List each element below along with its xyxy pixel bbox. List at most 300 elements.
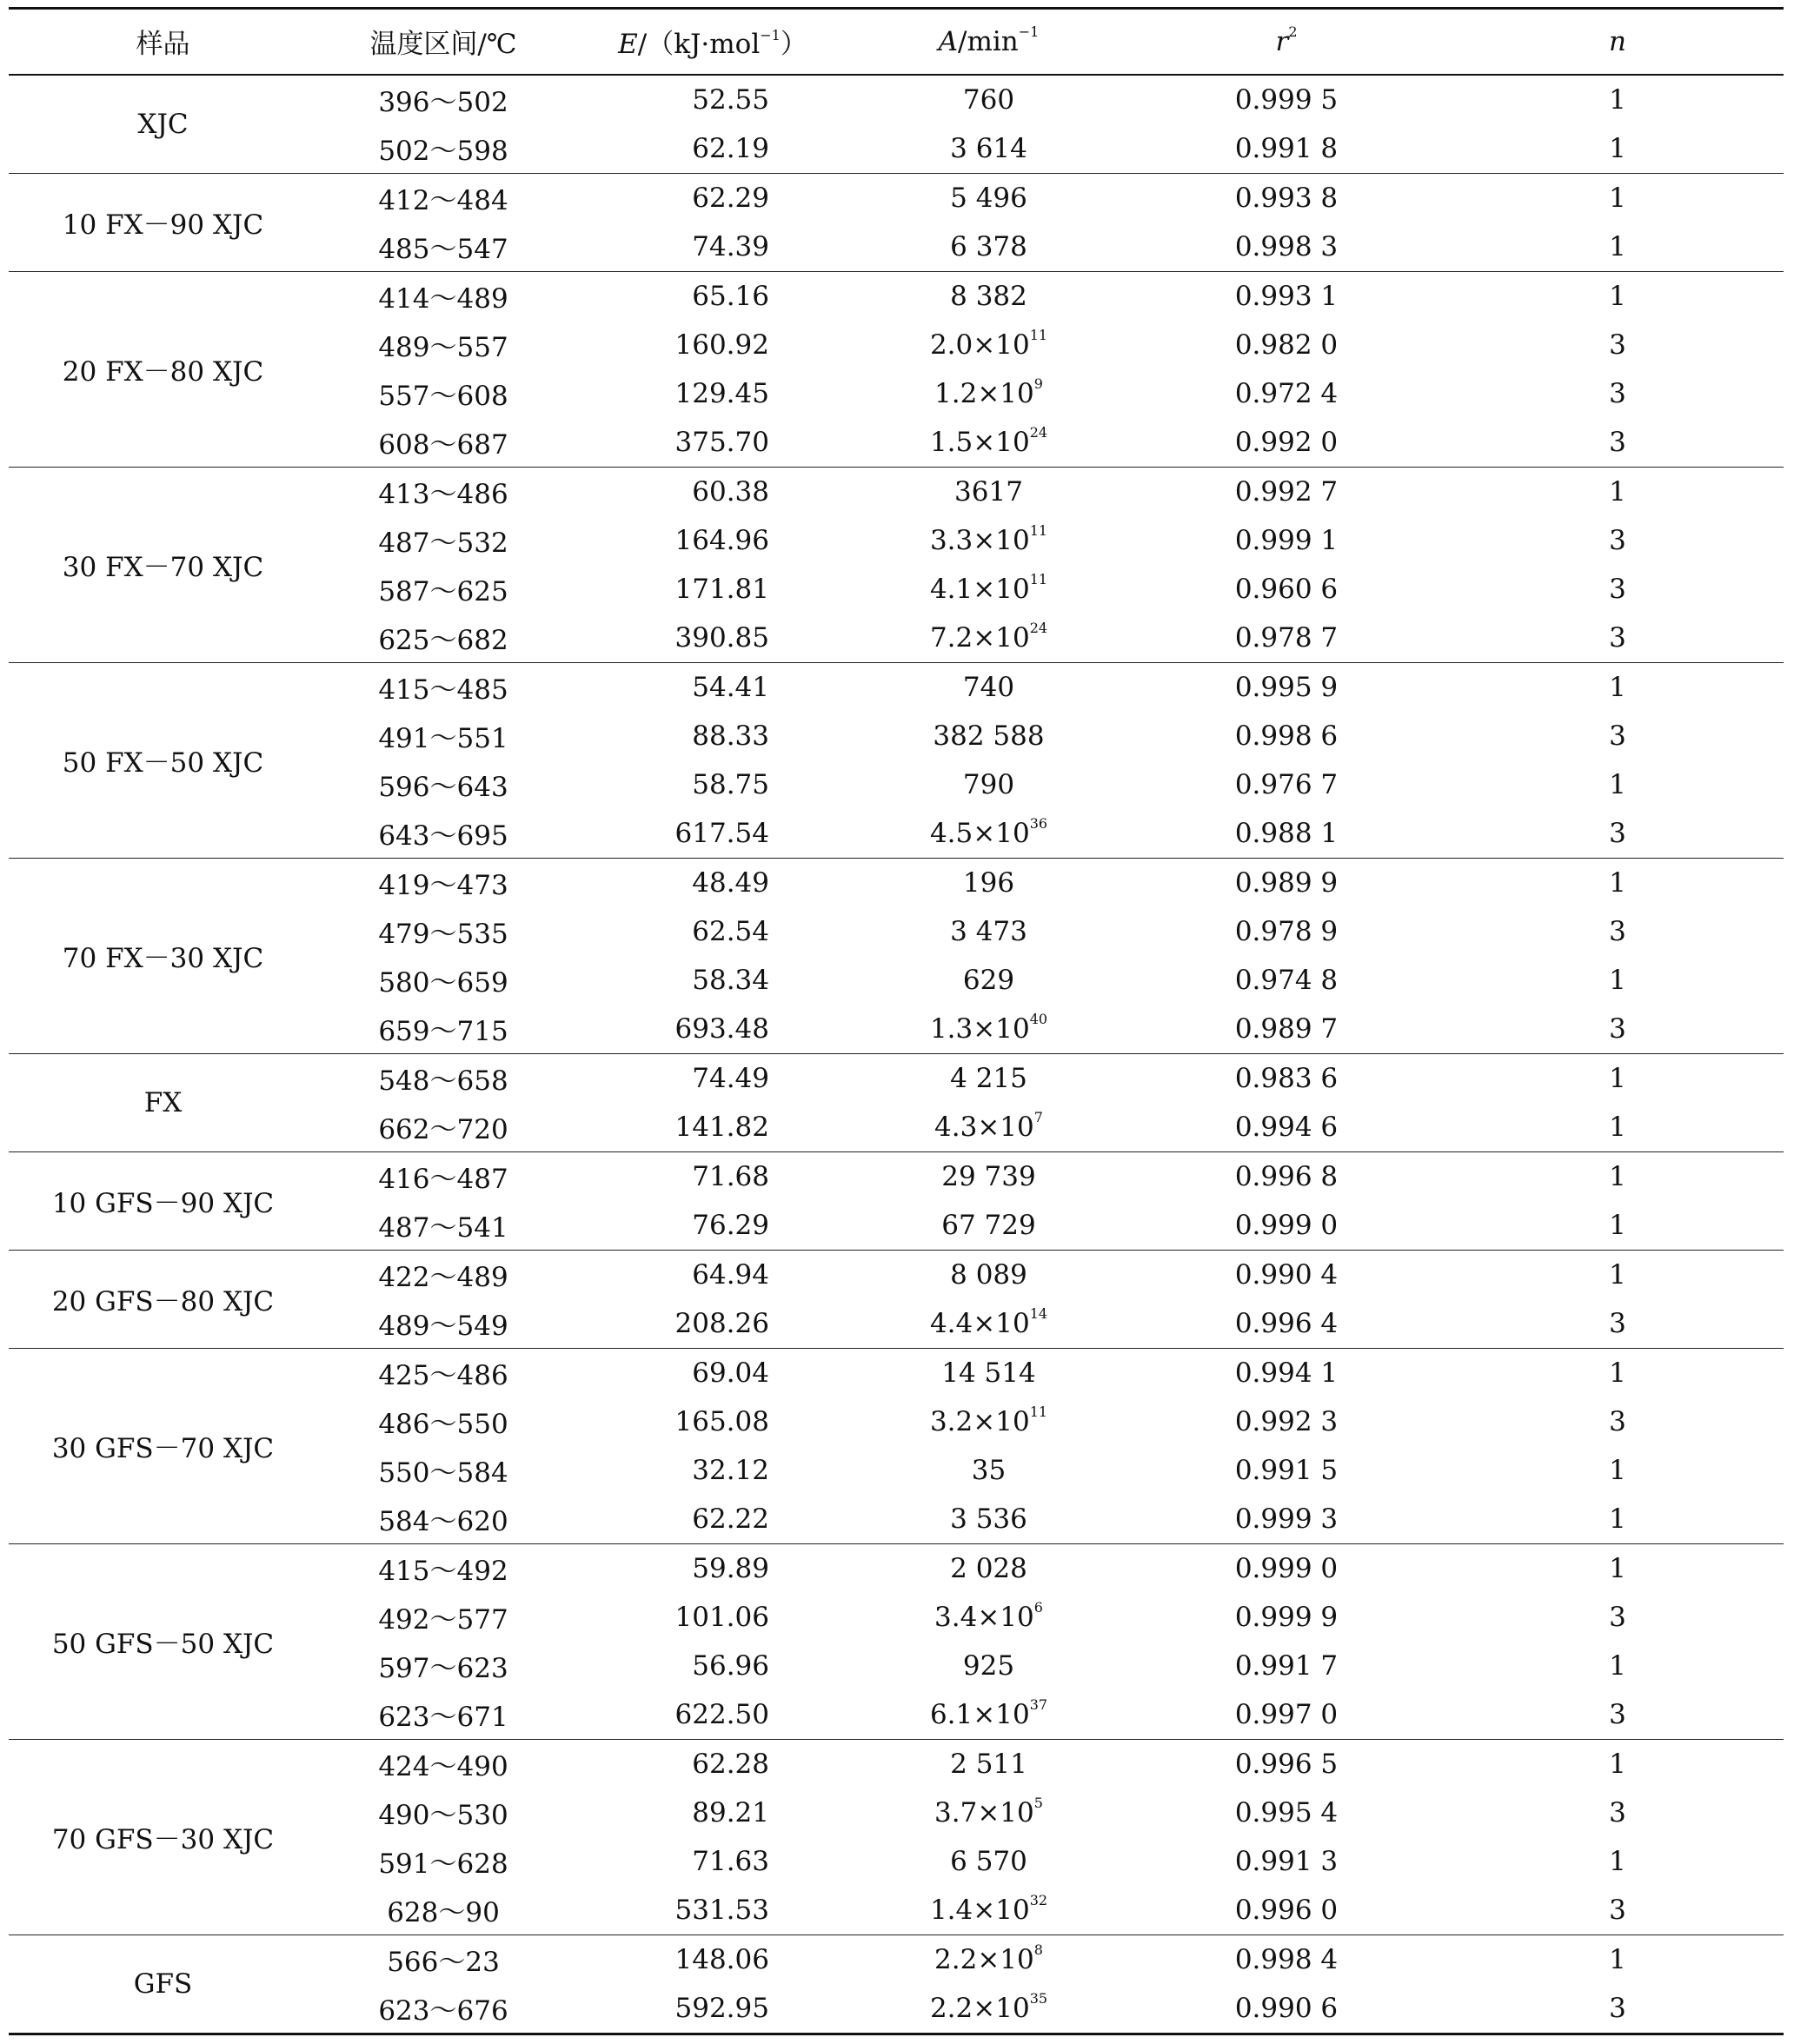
table-header xyxy=(9,9,1784,75)
pre-exponential-factor-exponent: 36 xyxy=(1029,815,1048,833)
header-n-symbol: n xyxy=(1609,25,1626,57)
correlation-cell: 0.991 5 xyxy=(1234,1454,1339,1486)
pre-exponential-factor-cell xyxy=(856,75,1121,124)
header-e-unit-exponent: −1 xyxy=(760,26,781,43)
activation-energy-cell: 52.55 xyxy=(569,75,856,124)
reaction-order-cell: 3 xyxy=(1609,524,1626,556)
correlation-cell: 0.991 3 xyxy=(1234,1845,1339,1877)
pre-exponential-factor-value: 1.3×10 xyxy=(929,1012,1030,1045)
pre-exponential-factor-cell xyxy=(856,1886,1121,1935)
reaction-order-cell: 3 xyxy=(1609,1796,1626,1828)
correlation-cell: 0.999 1 xyxy=(1234,524,1339,556)
correlation-cell: 0.998 4 xyxy=(1121,1934,1452,1984)
reaction-order-cell: 3 xyxy=(1609,328,1626,361)
temperature-range-cell: 608～687 xyxy=(378,429,508,461)
activation-energy-cell: 62.29 xyxy=(569,173,856,222)
pre-exponential-factor-value: 14 514 xyxy=(941,1357,1036,1389)
reaction-order-cell: 1 xyxy=(1452,1348,1784,1397)
pre-exponential-factor-cell xyxy=(856,1495,1121,1544)
pre-exponential-factor-value: 4.4×10 xyxy=(929,1307,1030,1339)
activation-energy-cell: 64.94 xyxy=(569,1250,856,1299)
correlation-cell: 0.992 3 xyxy=(1234,1405,1339,1437)
pre-exponential-factor-cell xyxy=(856,1934,1121,1984)
pre-exponential-factor-value: 760 xyxy=(962,83,1015,116)
pre-exponential-factor-cell xyxy=(856,614,1121,663)
pre-exponential-factor-cell xyxy=(856,956,1121,1005)
pre-exponential-factor-cell xyxy=(856,321,1121,369)
reaction-order-cell: 3 xyxy=(1609,1012,1626,1045)
temperature-range-cell: 597～623 xyxy=(378,1653,508,1684)
pre-exponential-factor-value: 6.1×10 xyxy=(929,1698,1030,1730)
activation-energy-cell: 58.34 xyxy=(692,964,769,996)
reaction-order-cell: 1 xyxy=(1452,271,1784,321)
pre-exponential-factor-value: 6 570 xyxy=(950,1845,1027,1877)
pre-exponential-factor-cell xyxy=(856,1250,1121,1299)
pre-exponential-factor-cell xyxy=(856,1201,1121,1251)
pre-exponential-factor-cell xyxy=(856,369,1121,418)
correlation-cell: 0.999 3 xyxy=(1234,1503,1339,1535)
correlation-cell: 0.995 9 xyxy=(1121,662,1452,712)
temperature-range-cell: 424～490 xyxy=(317,1739,569,1788)
activation-energy-cell: 74.49 xyxy=(569,1053,856,1103)
reaction-order-cell: 3 xyxy=(1609,1894,1626,1926)
temperature-range-cell: 396～502 xyxy=(317,75,569,124)
pre-exponential-factor-exponent: 11 xyxy=(1029,327,1048,344)
temperature-range-cell: 596～643 xyxy=(378,772,508,803)
pre-exponential-factor-cell xyxy=(856,1053,1121,1103)
table-row xyxy=(9,662,1784,712)
pre-exponential-factor-value: 4 215 xyxy=(950,1062,1027,1094)
correlation-cell: 0.990 4 xyxy=(1121,1250,1452,1299)
temperature-range-cell: 415～485 xyxy=(317,662,569,712)
activation-energy-cell: 592.95 xyxy=(569,1984,856,2034)
pre-exponential-factor-value: 3.2×10 xyxy=(929,1405,1030,1437)
pre-exponential-factor-exponent: 6 xyxy=(1033,1599,1043,1616)
correlation-cell: 0.993 8 xyxy=(1121,173,1452,222)
correlation-cell: 0.994 1 xyxy=(1121,1348,1452,1397)
pre-exponential-factor-cell xyxy=(856,467,1121,516)
activation-energy-cell: 60.38 xyxy=(569,467,856,516)
activation-energy-cell: 101.06 xyxy=(674,1601,769,1633)
reaction-order-cell: 3 xyxy=(1609,426,1626,458)
reaction-order-cell: 3 xyxy=(1609,377,1626,409)
temperature-range-cell: 566～23 xyxy=(317,1934,569,1984)
sample-cell: 50 FX－50 XJC xyxy=(9,662,317,858)
header-a-symbol: A xyxy=(938,25,959,57)
correlation-cell: 0.999 9 xyxy=(1234,1601,1339,1633)
correlation-cell: 0.991 7 xyxy=(1234,1649,1339,1682)
sample-cell: 20 FX－80 XJC xyxy=(9,271,317,467)
sample-cell: 20 GFS－80 XJC xyxy=(9,1250,317,1348)
temperature-range-cell: 422～489 xyxy=(317,1250,569,1299)
reaction-order-cell: 1 xyxy=(1452,1739,1784,1788)
table-row xyxy=(9,1250,1784,1299)
pre-exponential-factor-exponent: 14 xyxy=(1029,1305,1048,1323)
temperature-range-cell: 487～532 xyxy=(378,528,508,559)
table-row xyxy=(9,1739,1784,1788)
correlation-cell: 0.993 1 xyxy=(1121,271,1452,321)
table-row xyxy=(9,1151,1784,1201)
pre-exponential-factor-value: 2.0×10 xyxy=(929,328,1030,361)
kinetics-table xyxy=(9,7,1784,2035)
reaction-order-cell: 1 xyxy=(1609,1845,1626,1877)
pre-exponential-factor-cell xyxy=(856,1151,1121,1201)
correlation-cell: 0.996 8 xyxy=(1121,1151,1452,1201)
pre-exponential-factor-value: 196 xyxy=(962,866,1015,899)
correlation-cell: 0.989 9 xyxy=(1121,858,1452,907)
reaction-order-cell: 1 xyxy=(1609,1503,1626,1535)
reaction-order-cell: 1 xyxy=(1452,467,1784,516)
pre-exponential-factor-cell xyxy=(856,858,1121,907)
pre-exponential-factor-cell xyxy=(856,1397,1121,1446)
pre-exponential-factor-value: 382 588 xyxy=(933,720,1045,752)
table-row xyxy=(9,858,1784,907)
correlation-cell: 0.991 8 xyxy=(1234,132,1339,164)
correlation-cell: 0.998 6 xyxy=(1234,720,1339,752)
correlation-cell: 0.978 7 xyxy=(1234,621,1339,654)
reaction-order-cell: 3 xyxy=(1609,621,1626,654)
temperature-range-cell: 557～608 xyxy=(378,381,508,412)
temperature-range-cell: 490～530 xyxy=(378,1800,508,1831)
activation-energy-cell: 89.21 xyxy=(692,1796,769,1828)
reaction-order-cell: 1 xyxy=(1452,1151,1784,1201)
activation-energy-cell: 62.54 xyxy=(692,915,769,947)
pre-exponential-factor-exponent: 7 xyxy=(1033,1109,1043,1126)
temperature-range-cell: 550～584 xyxy=(378,1457,508,1489)
pre-exponential-factor-value: 2 511 xyxy=(950,1748,1027,1780)
correlation-cell: 0.998 3 xyxy=(1234,230,1339,262)
activation-energy-cell: 65.16 xyxy=(569,271,856,321)
activation-energy-cell: 76.29 xyxy=(692,1209,769,1241)
pre-exponential-factor-cell xyxy=(856,1348,1121,1397)
correlation-cell: 0.992 0 xyxy=(1234,426,1339,458)
correlation-cell: 0.994 6 xyxy=(1234,1111,1339,1143)
temperature-range-cell: 415～492 xyxy=(317,1543,569,1593)
pre-exponential-factor-cell xyxy=(856,662,1121,712)
reaction-order-cell: 1 xyxy=(1452,1053,1784,1103)
pre-exponential-factor-exponent: 11 xyxy=(1029,1404,1048,1421)
pre-exponential-factor-value: 3.4×10 xyxy=(934,1601,1034,1633)
pre-exponential-factor-value: 7.2×10 xyxy=(929,621,1030,654)
header-temperature-range: 温度区间/℃ xyxy=(317,9,569,75)
temperature-range-cell: 489～557 xyxy=(378,332,508,363)
temperature-range-cell: 491～551 xyxy=(378,723,508,754)
table-row xyxy=(9,467,1784,516)
correlation-cell: 0.992 7 xyxy=(1121,467,1452,516)
pre-exponential-factor-value: 3.7×10 xyxy=(934,1796,1034,1828)
sample-cell: 10 FX－90 XJC xyxy=(9,173,317,271)
activation-energy-cell: 375.70 xyxy=(674,426,769,458)
pre-exponential-factor-cell xyxy=(856,1837,1121,1886)
header-r-symbol: r xyxy=(1275,25,1289,57)
header-correlation xyxy=(1121,9,1452,75)
pre-exponential-factor-cell xyxy=(856,1543,1121,1593)
temperature-range-cell: 584～620 xyxy=(378,1506,508,1537)
reaction-order-cell: 3 xyxy=(1609,1601,1626,1633)
table-row xyxy=(9,173,1784,222)
activation-energy-cell: 164.96 xyxy=(674,524,769,556)
pre-exponential-factor-exponent: 37 xyxy=(1029,1696,1048,1714)
reaction-order-cell: 1 xyxy=(1609,1454,1626,1486)
pre-exponential-factor-exponent: 35 xyxy=(1029,1990,1048,2008)
pre-exponential-factor-exponent: 24 xyxy=(1029,424,1048,441)
table-row xyxy=(9,75,1784,124)
pre-exponential-factor-value: 8 382 xyxy=(950,280,1027,312)
correlation-cell: 0.990 6 xyxy=(1121,1984,1452,2034)
temperature-range-cell: 419～473 xyxy=(317,858,569,907)
correlation-cell: 0.982 0 xyxy=(1234,328,1339,361)
activation-energy-cell: 617.54 xyxy=(674,817,769,849)
temperature-range-cell: 580～659 xyxy=(378,967,508,999)
pre-exponential-factor-cell xyxy=(856,907,1121,956)
temperature-range-cell: 487～541 xyxy=(378,1212,508,1244)
pre-exponential-factor-cell xyxy=(856,760,1121,809)
pre-exponential-factor-exponent: 5 xyxy=(1033,1795,1043,1812)
activation-energy-cell: 58.75 xyxy=(692,768,769,800)
temperature-range-cell: 416～487 xyxy=(317,1151,569,1201)
pre-exponential-factor-value: 3 536 xyxy=(950,1503,1027,1535)
pre-exponential-factor-cell xyxy=(856,1103,1121,1152)
pre-exponential-factor-cell xyxy=(856,173,1121,222)
pre-exponential-factor-cell xyxy=(856,124,1121,174)
temperature-range-cell: 548～658 xyxy=(317,1053,569,1103)
table-row xyxy=(9,1934,1784,1984)
sample-cell: 70 FX－30 XJC xyxy=(9,858,317,1053)
pre-exponential-factor-value: 6 378 xyxy=(950,230,1027,262)
activation-energy-cell: 160.92 xyxy=(674,328,769,361)
reaction-order-cell: 1 xyxy=(1609,132,1626,164)
temperature-range-cell: 643～695 xyxy=(378,820,508,852)
correlation-cell: 0.996 0 xyxy=(1234,1894,1339,1926)
reaction-order-cell: 1 xyxy=(1452,662,1784,712)
header-e-symbol: E xyxy=(618,29,638,61)
temperature-range-cell: 492～577 xyxy=(378,1604,508,1636)
temperature-range-cell: 412～484 xyxy=(317,173,569,222)
pre-exponential-factor-exponent: 24 xyxy=(1029,620,1048,637)
pre-exponential-factor-value: 740 xyxy=(962,671,1015,703)
reaction-order-cell: 1 xyxy=(1609,768,1626,800)
reaction-order-cell: 3 xyxy=(1609,1698,1626,1730)
activation-energy-cell: 390.85 xyxy=(674,621,769,654)
pre-exponential-factor-value: 4.5×10 xyxy=(929,817,1030,849)
correlation-cell: 0.976 7 xyxy=(1234,768,1339,800)
pre-exponential-factor-cell xyxy=(856,1739,1121,1788)
activation-energy-cell: 129.45 xyxy=(674,377,769,409)
header-activation-energy xyxy=(569,9,856,75)
reaction-order-cell: 1 xyxy=(1609,1649,1626,1682)
pre-exponential-factor-cell xyxy=(856,712,1121,760)
reaction-order-cell: 1 xyxy=(1609,964,1626,996)
correlation-cell: 0.960 6 xyxy=(1234,573,1339,605)
temperature-range-cell: 489～549 xyxy=(378,1311,508,1342)
pre-exponential-factor-value: 4.1×10 xyxy=(929,573,1030,605)
correlation-cell: 0.999 5 xyxy=(1121,75,1452,124)
reaction-order-cell: 1 xyxy=(1609,1111,1626,1143)
pre-exponential-factor-value: 790 xyxy=(962,768,1015,800)
reaction-order-cell: 1 xyxy=(1452,1934,1784,1984)
temperature-range-cell: 659～715 xyxy=(378,1016,508,1047)
sample-cell: 70 GFS－30 XJC xyxy=(9,1739,317,1934)
pre-exponential-factor-value: 629 xyxy=(962,964,1015,996)
pre-exponential-factor-cell xyxy=(856,271,1121,321)
activation-energy-cell: 88.33 xyxy=(692,720,769,752)
pre-exponential-factor-value: 1.2×10 xyxy=(934,377,1034,409)
activation-energy-cell: 71.68 xyxy=(569,1151,856,1201)
temperature-range-cell: 587～625 xyxy=(378,576,508,607)
activation-energy-cell: 148.06 xyxy=(569,1934,856,1984)
reaction-order-cell: 3 xyxy=(1609,817,1626,849)
activation-energy-cell: 69.04 xyxy=(569,1348,856,1397)
header-row xyxy=(9,9,1784,75)
activation-energy-cell: 62.22 xyxy=(692,1503,769,1535)
pre-exponential-factor-cell xyxy=(856,1642,1121,1690)
pre-exponential-factor-cell xyxy=(856,1005,1121,1054)
pre-exponential-factor-value: 3 473 xyxy=(950,915,1027,947)
pre-exponential-factor-value: 29 739 xyxy=(941,1160,1036,1192)
activation-energy-cell: 56.96 xyxy=(692,1649,769,1682)
reaction-order-cell: 1 xyxy=(1452,1250,1784,1299)
pre-exponential-factor-value: 2 028 xyxy=(950,1552,1027,1584)
temperature-range-cell: 414～489 xyxy=(317,271,569,321)
pre-exponential-factor-value: 35 xyxy=(971,1454,1007,1486)
header-reaction-order xyxy=(1452,9,1784,75)
correlation-cell: 0.997 0 xyxy=(1234,1698,1339,1730)
pre-exponential-factor-value: 5 496 xyxy=(950,182,1027,214)
temperature-range-cell: 485～547 xyxy=(378,234,508,265)
activation-energy-cell: 48.49 xyxy=(569,858,856,907)
activation-energy-cell: 531.53 xyxy=(674,1894,769,1926)
reaction-order-cell: 3 xyxy=(1609,1307,1626,1339)
reaction-order-cell: 1 xyxy=(1452,858,1784,907)
sample-cell: GFS xyxy=(9,1934,317,2034)
activation-energy-cell: 693.48 xyxy=(674,1012,769,1045)
temperature-range-cell: 479～535 xyxy=(378,919,508,950)
pre-exponential-factor-cell xyxy=(856,1788,1121,1837)
temperature-range-cell: 591～628 xyxy=(378,1848,508,1880)
temperature-range-cell: 413～486 xyxy=(317,467,569,516)
pre-exponential-factor-exponent: 11 xyxy=(1029,571,1048,588)
reaction-order-cell: 3 xyxy=(1609,720,1626,752)
header-sample: 样品 xyxy=(9,9,317,75)
correlation-cell: 0.983 6 xyxy=(1121,1053,1452,1103)
pre-exponential-factor-value: 1.5×10 xyxy=(929,426,1030,458)
header-r-exponent: 2 xyxy=(1288,23,1298,41)
activation-energy-cell: 208.26 xyxy=(674,1307,769,1339)
correlation-cell: 0.996 5 xyxy=(1121,1739,1452,1788)
pre-exponential-factor-value: 67 729 xyxy=(941,1209,1036,1241)
sample-cell: FX xyxy=(9,1053,317,1151)
pre-exponential-factor-exponent: 11 xyxy=(1029,522,1048,540)
activation-energy-cell: 165.08 xyxy=(674,1405,769,1437)
reaction-order-cell: 1 xyxy=(1452,1543,1784,1593)
pre-exponential-factor-exponent: 40 xyxy=(1029,1011,1048,1028)
header-a-unit: /min xyxy=(958,25,1019,57)
sample-cell: 30 FX－70 XJC xyxy=(9,467,317,662)
reaction-order-cell: 3 xyxy=(1609,1405,1626,1437)
sample-cell: XJC xyxy=(9,75,317,174)
reaction-order-cell: 3 xyxy=(1609,915,1626,947)
activation-energy-cell: 74.39 xyxy=(692,230,769,262)
reaction-order-cell: 3 xyxy=(1452,1984,1784,2034)
pre-exponential-factor-cell xyxy=(856,1446,1121,1495)
sample-cell: 50 GFS－50 XJC xyxy=(9,1543,317,1739)
activation-energy-cell: 62.19 xyxy=(692,132,769,164)
pre-exponential-factor-value: 2.2×10 xyxy=(934,1943,1034,1975)
pre-exponential-factor-value: 1.4×10 xyxy=(929,1894,1030,1926)
correlation-cell: 0.988 1 xyxy=(1234,817,1339,849)
temperature-range-cell: 623～671 xyxy=(378,1702,508,1733)
pre-exponential-factor-value: 8 089 xyxy=(950,1258,1027,1291)
pre-exponential-factor-value: 4.3×10 xyxy=(934,1111,1034,1143)
temperature-range-cell: 623～676 xyxy=(317,1984,569,2034)
table-row xyxy=(9,271,1784,321)
pre-exponential-factor-cell xyxy=(856,1690,1121,1740)
pre-exponential-factor-cell xyxy=(856,1593,1121,1642)
activation-energy-cell: 54.41 xyxy=(569,662,856,712)
correlation-cell: 0.999 0 xyxy=(1121,1543,1452,1593)
pre-exponential-factor-cell xyxy=(856,516,1121,565)
table-row xyxy=(9,1348,1784,1397)
temperature-range-cell: 425～486 xyxy=(317,1348,569,1397)
correlation-cell: 0.972 4 xyxy=(1234,377,1339,409)
pre-exponential-factor-value: 3 614 xyxy=(950,132,1027,164)
pre-exponential-factor-value: 3.3×10 xyxy=(929,524,1030,556)
reaction-order-cell: 3 xyxy=(1609,573,1626,605)
header-e-unit: /（kJ·mol xyxy=(637,29,761,61)
correlation-cell: 0.995 4 xyxy=(1234,1796,1339,1828)
temperature-range-cell: 662～720 xyxy=(378,1114,508,1145)
reaction-order-cell: 1 xyxy=(1609,1209,1626,1241)
header-e-unit-close: ） xyxy=(780,29,807,61)
activation-energy-cell: 141.82 xyxy=(674,1111,769,1143)
activation-energy-cell: 171.81 xyxy=(674,573,769,605)
pre-exponential-factor-exponent: 8 xyxy=(1033,1941,1043,1959)
sample-cell: 30 GFS－70 XJC xyxy=(9,1348,317,1543)
pre-exponential-factor-cell xyxy=(856,1984,1121,2034)
correlation-cell: 0.996 4 xyxy=(1234,1307,1339,1339)
activation-energy-cell: 71.63 xyxy=(692,1845,769,1877)
pre-exponential-factor-exponent: 9 xyxy=(1033,375,1043,393)
correlation-cell: 0.989 7 xyxy=(1234,1012,1339,1045)
pre-exponential-factor-value: 3617 xyxy=(954,475,1023,508)
correlation-cell: 0.974 8 xyxy=(1234,964,1339,996)
correlation-cell: 0.999 0 xyxy=(1234,1209,1339,1241)
pre-exponential-factor-cell xyxy=(856,809,1121,859)
pre-exponential-factor-exponent: 32 xyxy=(1029,1892,1048,1909)
header-pre-exponential-factor xyxy=(856,9,1121,75)
temperature-range-cell: 486～550 xyxy=(378,1409,508,1440)
table-row xyxy=(9,1053,1784,1103)
temperature-range-cell: 625～682 xyxy=(378,625,508,656)
correlation-cell: 0.978 9 xyxy=(1234,915,1339,947)
pre-exponential-factor-cell xyxy=(856,565,1121,614)
activation-energy-cell: 622.50 xyxy=(674,1698,769,1730)
pre-exponential-factor-value: 2.2×10 xyxy=(929,1992,1030,2024)
pre-exponential-factor-cell xyxy=(856,1299,1121,1349)
reaction-order-cell: 1 xyxy=(1609,230,1626,262)
reaction-order-cell: 1 xyxy=(1452,173,1784,222)
sample-cell: 10 GFS－90 XJC xyxy=(9,1151,317,1250)
table-body xyxy=(9,75,1784,2034)
temperature-range-cell: 502～598 xyxy=(378,136,508,167)
pre-exponential-factor-cell xyxy=(856,222,1121,272)
activation-energy-cell: 32.12 xyxy=(692,1454,769,1486)
reaction-order-cell: 1 xyxy=(1452,75,1784,124)
activation-energy-cell: 59.89 xyxy=(569,1543,856,1593)
pre-exponential-factor-cell xyxy=(856,418,1121,468)
pre-exponential-factor-value: 925 xyxy=(962,1649,1015,1682)
header-a-unit-exponent: −1 xyxy=(1018,23,1040,41)
